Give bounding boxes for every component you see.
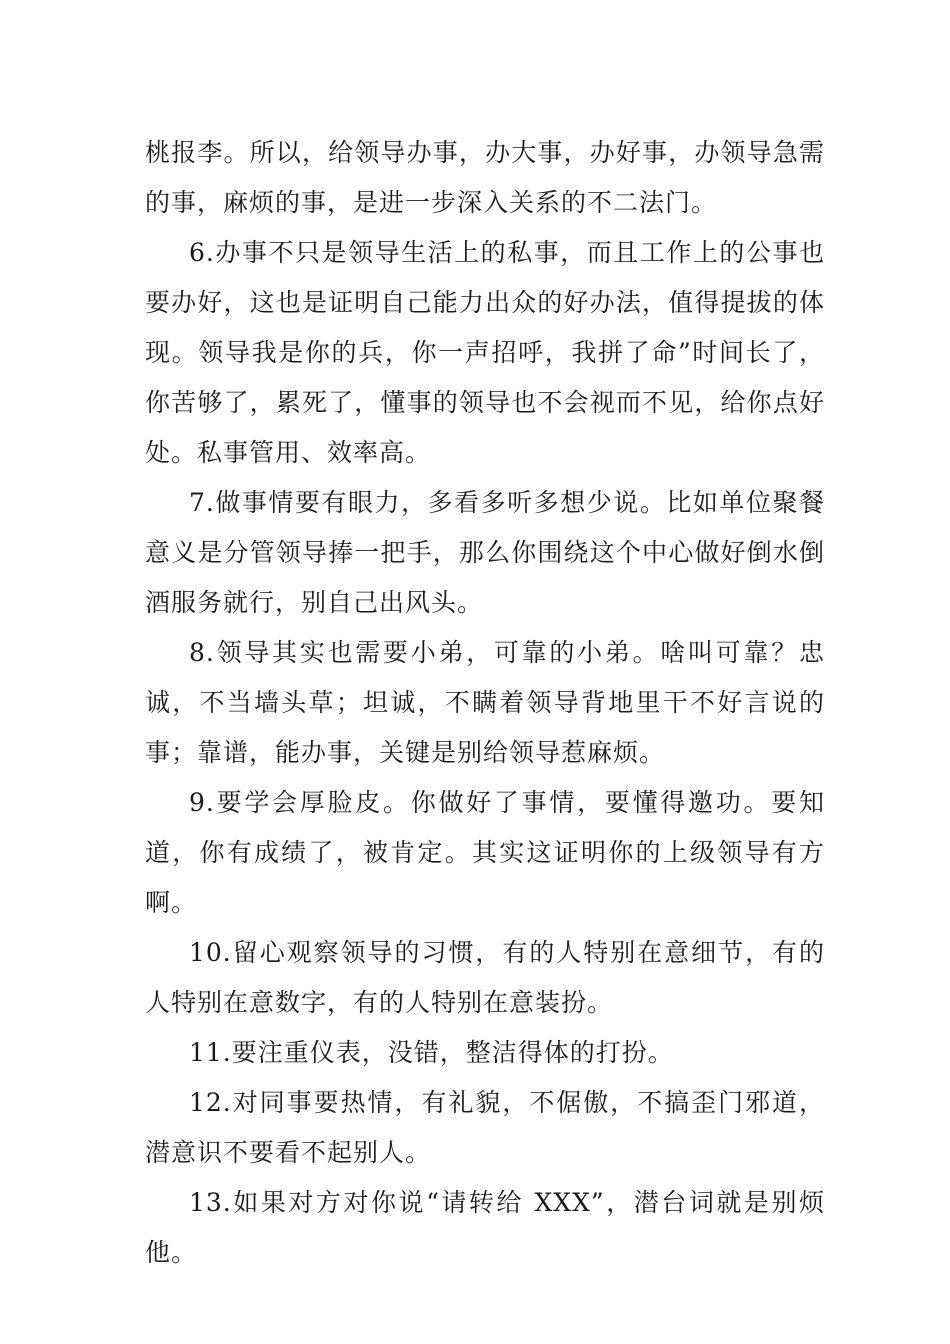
paragraph-item-9: 9.要学会厚脸皮。你做好了事情，要懂得邀功。要知道，你有成绩了，被肯定。其实这证明你的上级领导有方啊。 (145, 788, 825, 917)
paragraph-item-7: 7.做事情要有眼力，多看多听多想少说。比如单位聚餐意义是分管领导捧一把手，那么你围绕这个中心做好倒水倒酒服务就行，别自己出风头。 (145, 488, 825, 617)
paragraph-item-11: 11.要注重仪表，没错，整洁得体的打扮。 (189, 1038, 674, 1067)
paragraph-continuation: 桃报李。所以，给领导办事，办大事，办好事，办领导急需的事，麻烦的事，是进一步深入关系的不二法门。 (145, 138, 825, 217)
paragraph-item-6: 6.办事不只是领导生活上的私事，而且工作上的公事也要办好，这也是证明自己能力出众的好办法，值得提拔的体现。领导我是你的兵，你一声招呼，我拼了命”时间长了，你苦够了，累死了，懂事的领导也不会视而不见，给你点好处。私事管用、效率高。 (145, 238, 825, 467)
paragraph-item-8: 8.领导其实也需要小弟，可靠的小弟。啥叫可靠？忠诚，不当墙头草；坦诚，不瞒着领导背地里干不好言说的事；靠谱，能办事，关键是别给领导惹麻烦。 (145, 638, 825, 767)
paragraph-item-10: 10.留心观察领导的习惯，有的人特别在意细节，有的人特别在意数字，有的人特别在意装扮。 (145, 938, 825, 1017)
paragraph-item-13: 13.如果对方对你说“请转给 XXX”，潜台词就是别烦他。 (145, 1188, 825, 1267)
paragraph-item-12: 12.对同事要热情，有礼貌，不倨傲，不搞歪门邪道，潜意识不要看不起别人。 (145, 1088, 825, 1167)
document-body (145, 128, 825, 1278)
